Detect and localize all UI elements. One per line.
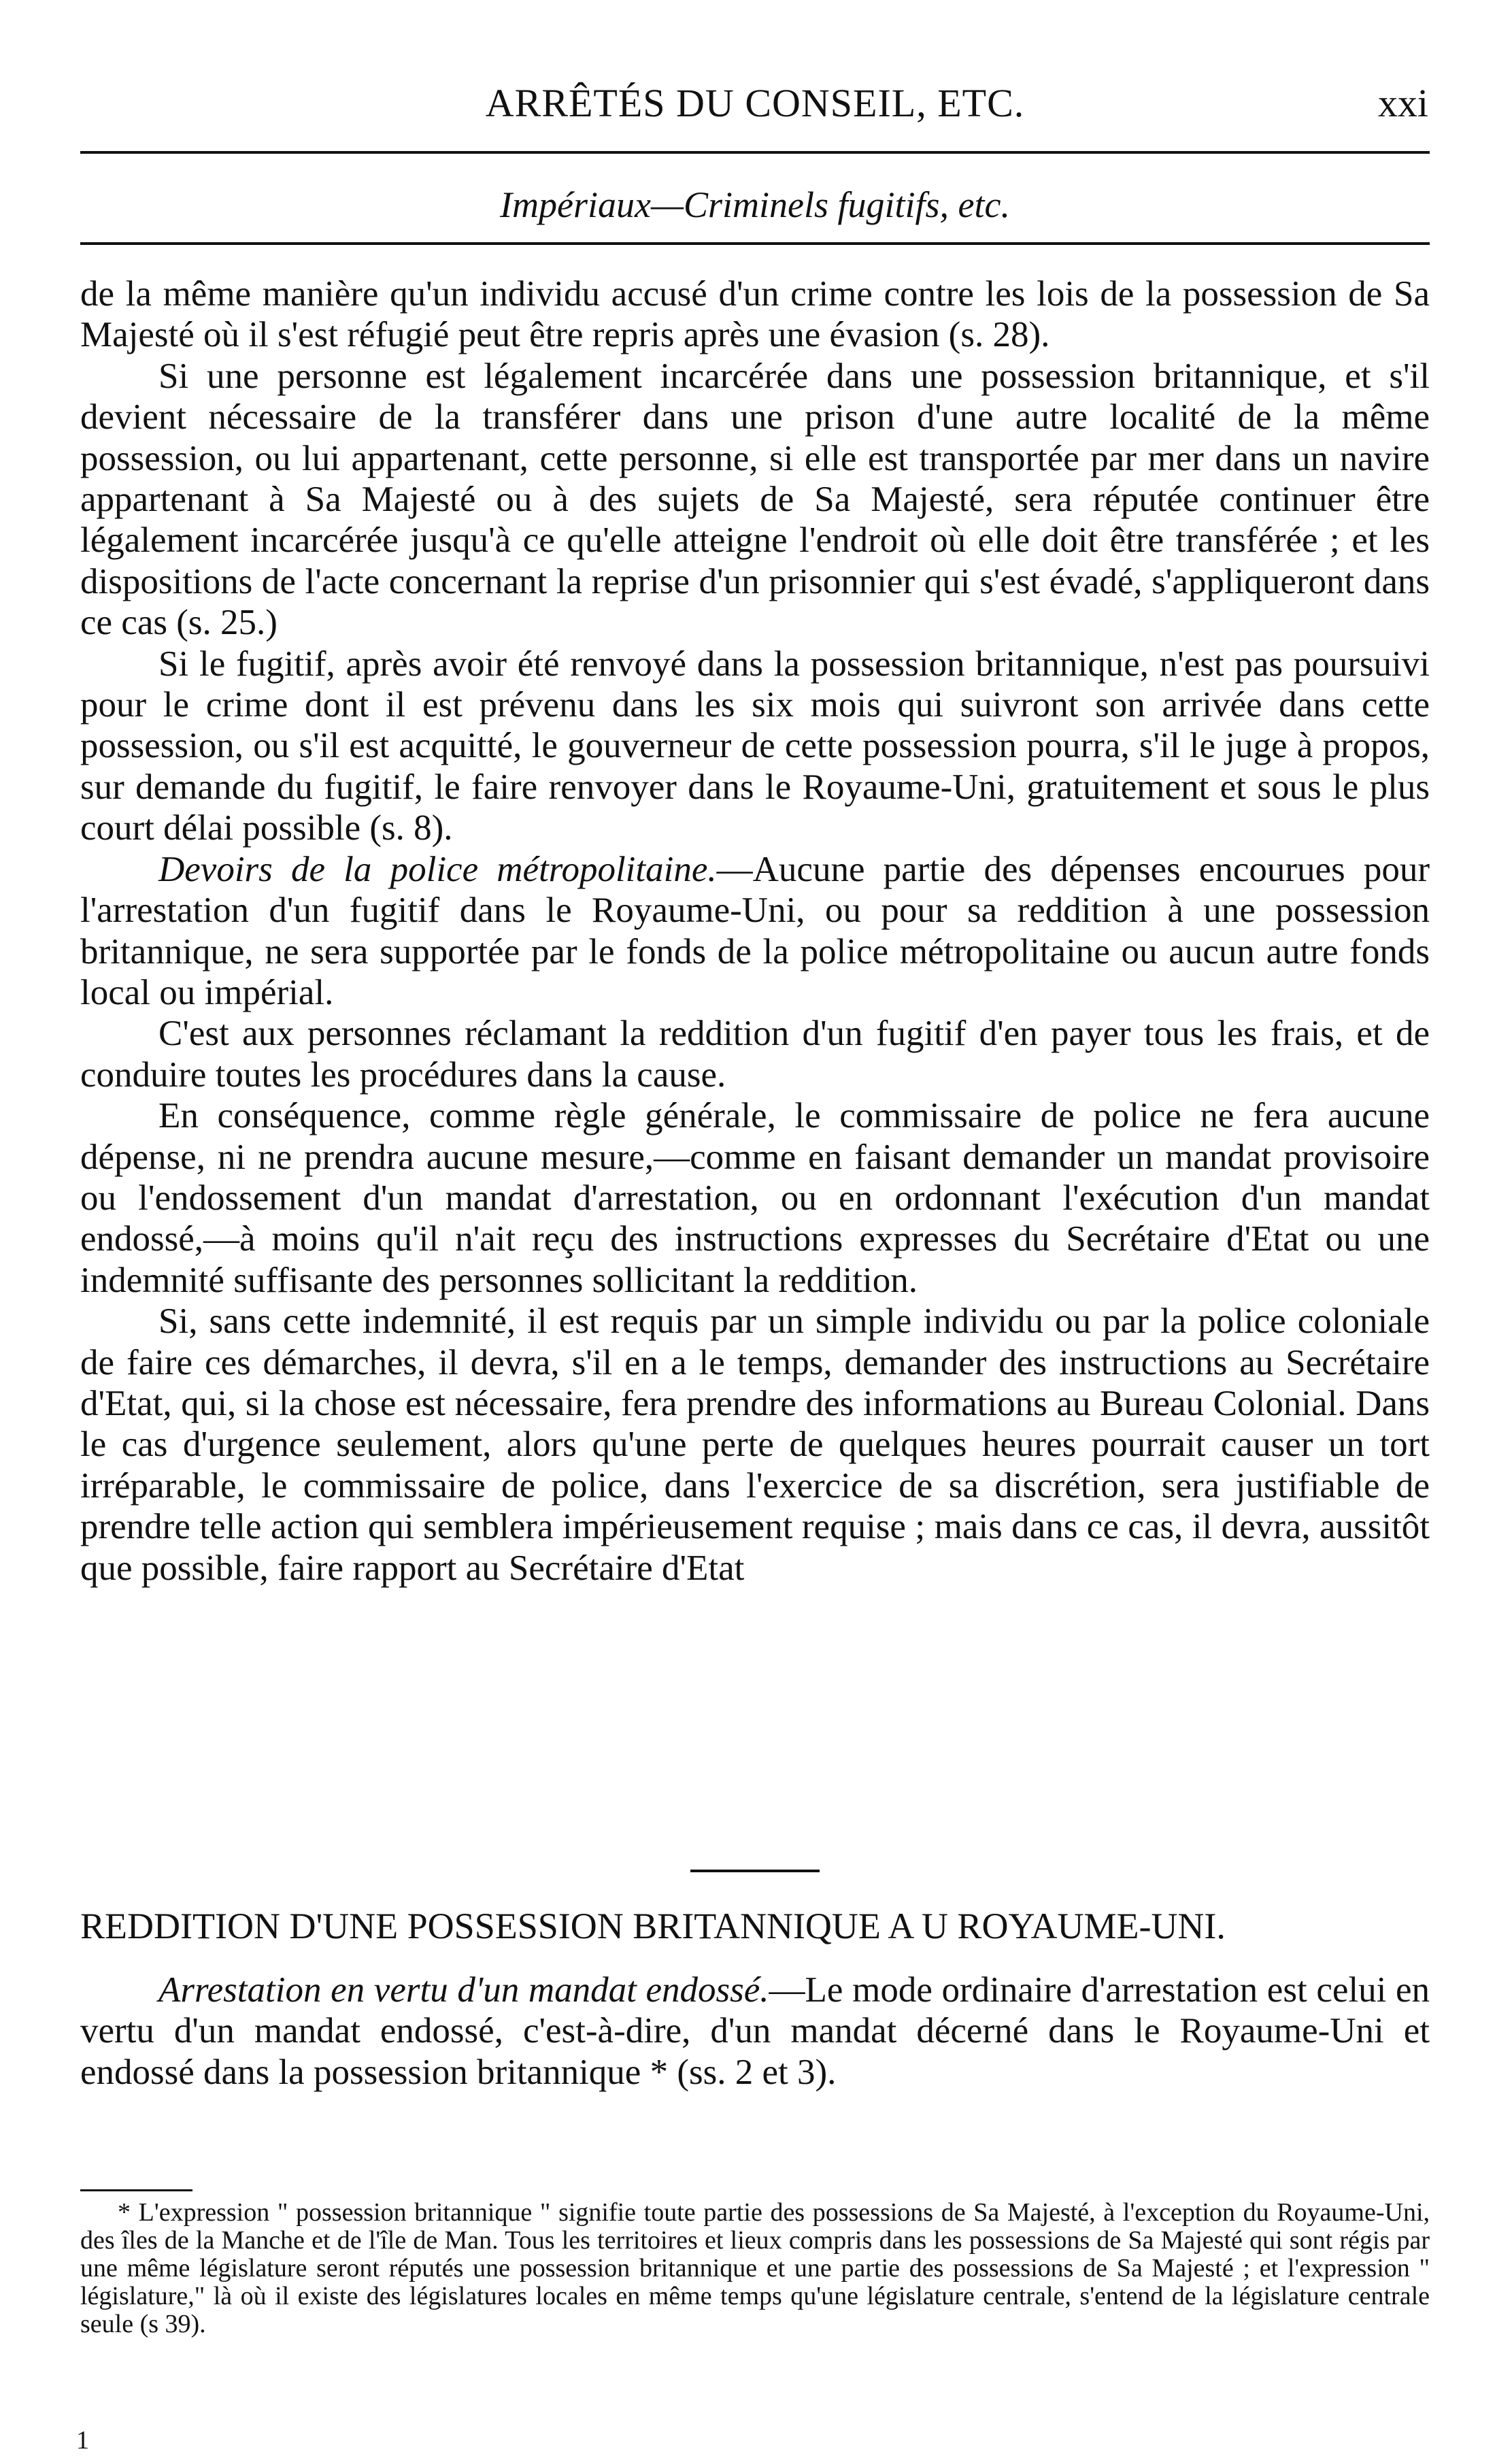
italic-lead: Arrestation en vertu d'un mandat endossé. [158,1970,769,2010]
footnote-rule [80,2189,192,2191]
header-rule-top [80,151,1430,154]
paragraph [80,849,1430,1014]
paragraph-body: —Le mode ordinaire d'arrestation est celui en vertu d'un mandat endossé, c'est-à-dire, d'un mandat décerné dans le Royaume-Uni et endossé dans la possession britannique * (ss. 2 et 3). [80,1970,1430,2092]
paragraph [80,1970,1430,2093]
main-text [80,273,1430,1589]
paragraph: de la même manière qu'un individu accusé d'un crime contre les lois de la possession de Sa Majesté où il s'est réfugié peut être repris après une évasion (s. 28). [80,274,1430,355]
signature-mark: 1 [76,2426,89,2455]
paragraph: En conséquence, comme règle générale, le commissaire de police ne fera aucune dépense, ni ne prendra aucune mesure,—comme en faisant demander un mandat provisoire ou l'endossement d'un mandat d'arrestation, ou en ordonnant l'exécution d'un mandat endossé,—à moins qu'il n'ait reçu des instructions expresses du Secrétaire d'Etat ou une indemnité suffisante des personnes sollicitant la reddition. [80,1096,1430,1300]
page-number: xxi [1377,81,1428,125]
paragraph: C'est aux personnes réclamant la reddition d'un fugitif d'en payer tous les frais, et de conduire toutes les procédures dans la cause. [80,1014,1430,1095]
paragraph: Si le fugitif, après avoir été renvoyé dans la possession britannique, n'est pas poursuivi pour le crime dont il est prévenu dans les six mois qui suivront son arrivée dans cette possession, ou s'il est acquitté, le gouverneur de cette possession pourra, s'il le juge à propos, sur demande du fugitif, le faire renvoyer dans le Royaume-Uni, gratuitement et sous le plus court délai possible (s. 8). [80,644,1430,848]
paragraph: Si, sans cette indemnité, il est requis par un simple individu ou par la police coloniale de faire ces démarches, il devra, s'il en a le temps, demander des instructions au Secrétaire d'Etat, qui, si la chose est nécessaire, fera prendre des informations au Bureau Colonial. Dans le cas d'urgence seulement, alors qu'une perte de quelques heures pourrait causer un tort irréparable, le commissaire de police, dans l'exercice de sa discrétion, sera justifiable de prendre telle action qui semblera impérieusement requise ; mais dans ce cas, il devra, aussitôt que possible, faire rapport au Secrétaire d'Etat [80,1301,1430,1588]
section-text [80,1970,1430,2093]
footnote [80,2199,1430,2338]
italic-lead: Devoirs de la police métropolitaine. [158,849,717,889]
page-header [82,80,1428,135]
section-subtitle: Impériaux—Criminels fugitifs, etc. [500,184,1010,225]
running-title: ARRÊTÉS DU CONSEIL, ETC. [485,81,1025,125]
paragraph-body: —Aucune partie des dépenses encourues pour l'arrestation d'un fugitif dans le Royaume-Uni, ou pour sa reddition à une possession britannique, ne sera supportée par le fonds de la police métropolitaine ou aucun autre fonds local ou impérial. [80,849,1430,1012]
header-rule-bottom [80,242,1430,245]
section-divider [690,1870,820,1872]
footnote-text: * L'expression " possession britannique " signifie toute partie des possessions de Sa Majesté, à l'exception du Royaume-Uni, des îles de la Manche et de l'île de Man. Tous les territoires et lieux compris dans les possessions de Sa Majesté qui sont régis par une même législature seront réputés une possession britannique et une partie des possessions de Sa Majesté ; et l'expression " législature," là où il existe des législatures locales en même temps qu'une législature centrale, s'entend de la législature centrale seule (s 39). [80,2198,1430,2338]
paragraph: Si une personne est légalement incarcérée dans une possession britannique, et s'il devient nécessaire de la transférer dans une prison d'une autre localité de la même possession, ou lui appartenant, cette personne, si elle est transportée par mer dans un navire appartenant à Sa Majesté ou à des sujets de Sa Majesté, sera réputée continuer être légalement incarcérée jusqu'à ce qu'elle atteigne l'endroit où elle doit être transférée ; et les dispositions de l'acte concernant la reprise d'un prisonnier qui s'est évadé, s'appliqueront dans ce cas (s. 25.) [80,356,1430,643]
section-heading: REDDITION D'UNE POSSESSION BRITANNIQUE A U ROYAUME-UNI. [80,1906,1226,1946]
